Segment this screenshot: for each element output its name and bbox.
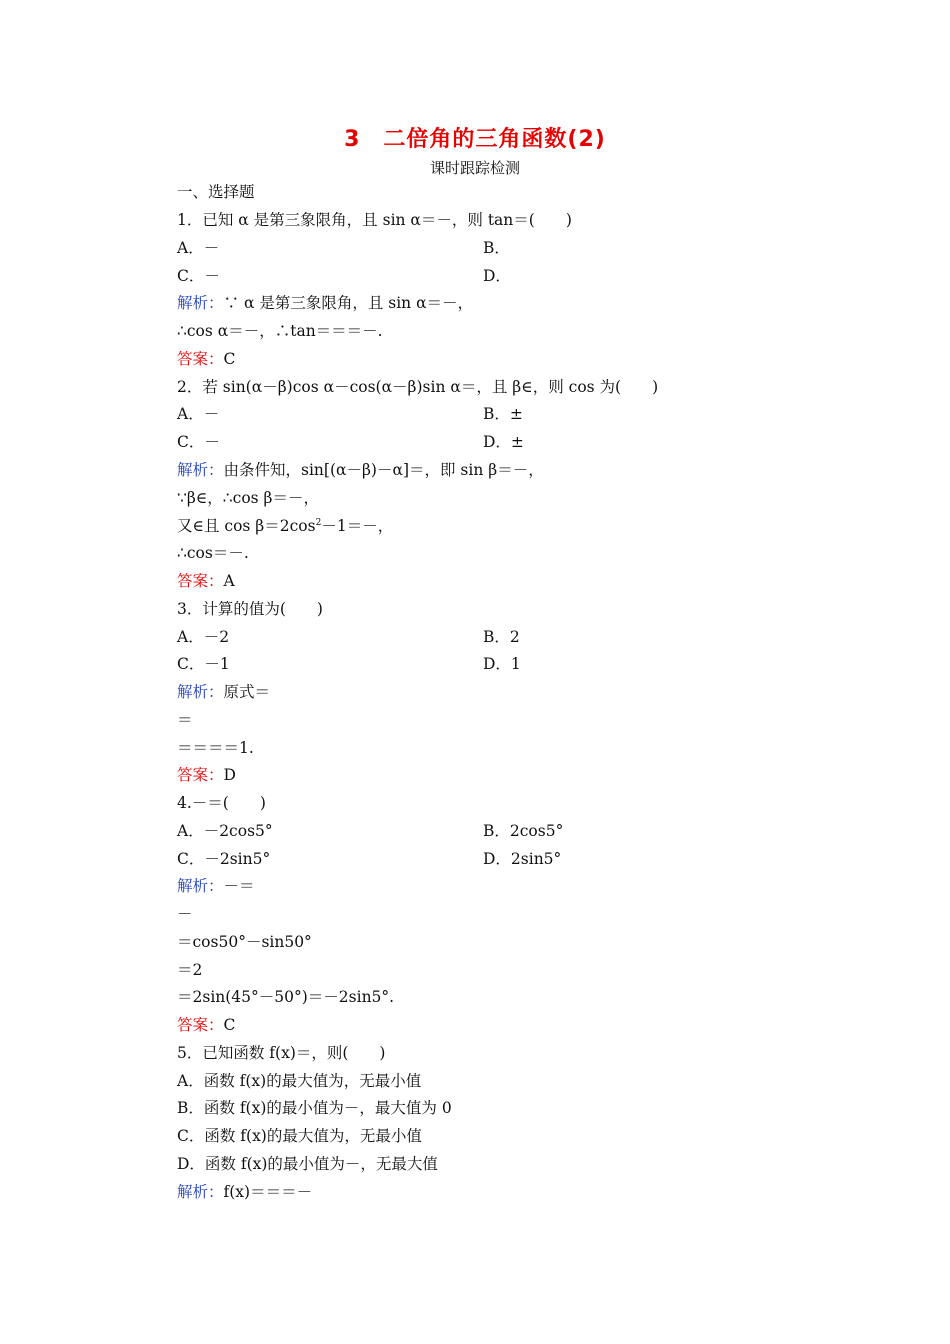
answer-label: 答案： [177, 572, 224, 590]
q1-stem: 1．已知 α 是第三象限角，且 sin α＝－，则 tan＝( ) [177, 211, 572, 229]
section-heading: 一、选择题 [177, 183, 255, 201]
q4-solution-line-5: ＝2sin(45°－50°)＝－2sin5°. [177, 988, 395, 1006]
q1-option-b: B． [483, 239, 510, 257]
q2-option-d: D．± [483, 433, 524, 451]
analysis-label: 解析： [177, 461, 224, 479]
q5-option-c: C．函数 f(x)的最大值为，无最小值 [177, 1127, 422, 1145]
q1-option-a: A．－ [177, 239, 220, 257]
answer-label: 答案： [177, 350, 224, 368]
q2-solution-line-2: ∵β∈，∴cos β＝－， [177, 489, 320, 507]
q2-solution-exponent: 2 [315, 517, 322, 528]
q2-solution-text: 由条件知，sin[(α－β)－α]＝，即 sin β＝－， [223, 461, 544, 479]
q2-option-a: A．－ [177, 405, 220, 423]
q4-solution-line-3: ＝cos50°－sin50° [177, 933, 312, 951]
q3-solution-line-2: ＝ [177, 711, 193, 729]
q3-option-c: C．－1 [177, 655, 230, 673]
q4-stem: 4.－＝( ) [177, 794, 266, 812]
q3-option-a: A．－2 [177, 628, 230, 646]
page-subtitle: 课时跟踪检测 [429, 159, 520, 177]
q4-option-a: A．－2cos5° [177, 822, 273, 840]
q4-solution-line [177, 876, 255, 896]
q2-solution-3a: 又∈且 cos β＝2cos [177, 517, 316, 535]
answer-label: 答案： [177, 1016, 224, 1034]
q5-option-d: D．函数 f(x)的最小值为－，无最大值 [177, 1155, 438, 1173]
q1-solution-line-2: ∴cos α＝－，∴tan＝＝＝－. [177, 322, 383, 340]
q5-solution-line [177, 1182, 312, 1202]
q5-option-b: B．函数 f(x)的最小值为－，最大值为 0 [177, 1099, 452, 1117]
q2-solution-line [177, 460, 544, 480]
q5-option-a: A．函数 f(x)的最大值为，无最小值 [177, 1072, 422, 1090]
answer-label: 答案： [177, 766, 224, 784]
q1-answer-line [177, 349, 235, 369]
q4-option-c: C．－2sin5° [177, 850, 271, 868]
q3-option-d: D．1 [483, 655, 521, 673]
q4-solution-line-4: ＝2 [177, 961, 203, 979]
q3-solution-text: 原式＝ [223, 683, 271, 701]
q2-solution-line-3 [177, 516, 393, 536]
q1-option-d: D． [483, 267, 511, 285]
q5-stem: 5．已知函数 f(x)＝，则( ) [177, 1044, 386, 1062]
q3-answer: D [223, 766, 236, 784]
analysis-label: 解析： [177, 1183, 224, 1201]
q4-answer-line [177, 1015, 235, 1035]
q3-answer-line [177, 765, 236, 785]
q1-answer: C [223, 350, 236, 368]
q1-solution-line [177, 293, 473, 313]
analysis-label: 解析： [177, 877, 224, 895]
q2-option-c: C．－ [177, 433, 220, 451]
q3-stem: 3．计算的值为( ) [177, 600, 323, 618]
q4-option-b: B．2cos5° [483, 822, 564, 840]
q3-solution-line [177, 682, 270, 702]
q3-option-b: B．2 [483, 628, 520, 646]
q4-solution-line-2: － [177, 905, 193, 923]
q2-answer: A [223, 572, 235, 590]
analysis-label: 解析： [177, 683, 224, 701]
q2-option-b: B．± [483, 405, 523, 423]
q1-solution-text: ∵ α 是第三象限角，且 sin α＝－， [223, 294, 474, 312]
q2-solution-line-4: ∴cos＝－. [177, 544, 249, 562]
q4-solution-text: －＝ [223, 877, 255, 895]
analysis-label: 解析： [177, 294, 224, 312]
q3-solution-line-3: ＝＝＝＝1. [177, 739, 254, 757]
q4-option-d: D．2sin5° [483, 850, 562, 868]
q1-option-c: C．－ [177, 267, 220, 285]
q2-stem: 2．若 sin(α－β)cos α－cos(α－β)sin α＝，且 β∈，则 cos 为( ) [177, 378, 659, 396]
q2-answer-line [177, 571, 235, 591]
page-title: 3 二倍角的三角函数(2) [344, 127, 606, 152]
q4-answer: C [223, 1016, 236, 1034]
q2-solution-3b: －1＝－， [321, 517, 394, 535]
q5-solution-text: f(x)＝＝＝－ [223, 1183, 313, 1201]
